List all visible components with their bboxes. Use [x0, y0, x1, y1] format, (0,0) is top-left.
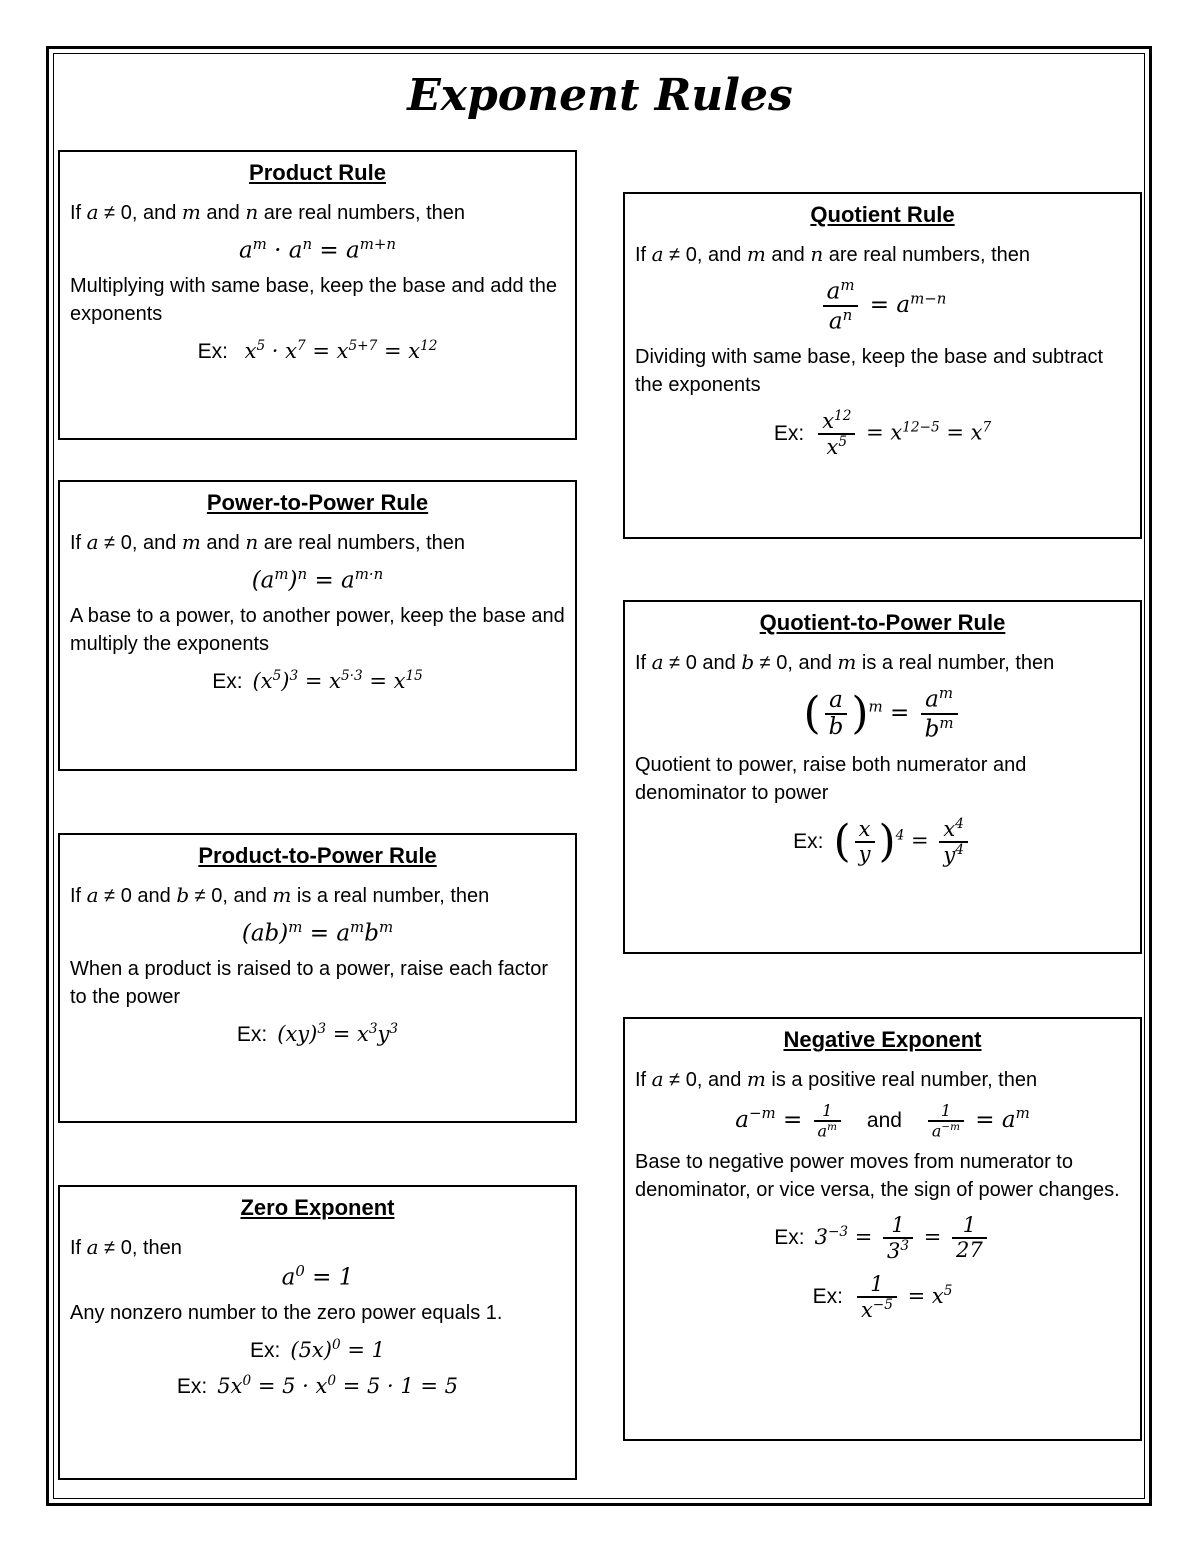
negative-exponent-formula: $a^{-m}$ = $\frac{1}{a^m}$ and $\frac{1}{a^{-m}}$ = $a^m$ [735, 1101, 1030, 1140]
zero-exponent-title: Zero Exponent [240, 1195, 395, 1220]
power-rule-description: A base to a power, to another power, keep the base and multiply the exponents [70, 604, 565, 655]
quotient-rule-formula: $\frac{a^m}{a^n}$ = $a^{m-n}$ [635, 277, 1130, 335]
power-rule-formula: $(a^m)^n = a^{m\cdot n}$ [251, 565, 384, 594]
zero-exponent-example-2: Ex: $5x^0 = 5 \cdot x^0 = 5 \cdot 1 = 5$ [176, 1372, 459, 1398]
zero-exponent-formula: $a^0 = 1$ [281, 1262, 354, 1291]
product-power-rule-condition: If a ≠ 0 and b ≠ 0, and m is a real number, then [70, 883, 490, 907]
zero-exponent-condition: If a ≠ 0, then [70, 1235, 182, 1259]
product-rule-example: Ex: $x^5 \cdot x^7 = x^{5+7} = x^{12}$ [197, 337, 438, 363]
power-rule-condition: If a ≠ 0, and m and n are real numbers, then [70, 530, 465, 554]
quotient-power-rule-condition: If a ≠ 0 and b ≠ 0, and m is a real number, then [635, 650, 1055, 674]
product-power-rule-description: When a product is raised to a power, raise each factor to the power [70, 957, 549, 1008]
product-power-rule-box [58, 833, 577, 1123]
quotient-rule-title: Quotient Rule [810, 202, 955, 227]
negative-exponent-example-1: Ex: $3^{-3}$ = $\frac{1}{3^3}$ = $\frac{1}{27}$ [635, 1214, 1130, 1263]
product-rule-condition: If a ≠ 0, and m and n are real numbers, then [70, 200, 465, 224]
negative-exponent-example-2: Ex: $\frac{1}{x^{-5}}$ = $x^5$ [812, 1271, 953, 1322]
quotient-rule-description: Dividing with same base, keep the base and subtract the exponents [635, 345, 1104, 396]
zero-exponent-description: Any nonzero number to the zero power equals 1. [70, 1301, 503, 1324]
power-rule-box [58, 480, 577, 771]
quotient-rule-condition: If a ≠ 0, and m and n are real numbers, then [635, 242, 1030, 266]
product-power-rule-title: Product-to-Power Rule [198, 843, 437, 868]
product-rule-description: Multiplying with same base, keep the base and add the exponents [70, 274, 557, 325]
quotient-rule-box [623, 192, 1142, 539]
power-rule-example: Ex: $(x^5)^3 = x^{5\cdot 3} = x^{15}$ [212, 667, 423, 693]
product-power-rule-example: Ex: $(xy)^3 = x^3y^3$ [236, 1020, 399, 1046]
negative-exponent-title: Negative Exponent [783, 1027, 982, 1052]
quotient-rule-example: Ex: $\frac{x^{12}}{x^5}$ = $x^{12-5} = x^7$ [773, 407, 992, 459]
quotient-power-rule-title: Quotient-to-Power Rule [759, 610, 1006, 635]
negative-exponent-condition: If a ≠ 0, and m is a positive real number, then [635, 1067, 1038, 1091]
page-title: Exponent Rules [407, 70, 793, 121]
negative-exponent-description: Base to negative power moves from numerator to denominator, or vice versa, the sign of power changes. [635, 1150, 1120, 1201]
power-rule-title: Power-to-Power Rule [206, 490, 429, 515]
product-rule-formula: $a^m \cdot a^n = a^{m+n}$ [238, 235, 397, 264]
and-word: and [866, 1108, 902, 1132]
quotient-power-rule-example: Ex: ( $\frac{x}{y}$ )$^4$ = $\frac{x^4}{y^4}$ [635, 817, 1130, 867]
product-power-rule-formula: $(ab)^m = a^mb^m$ [241, 918, 394, 947]
product-rule-box [58, 150, 577, 440]
zero-exponent-example-1: Ex: $(5x)^0 = 1$ [250, 1336, 385, 1362]
negative-exponent-box [623, 1017, 1142, 1441]
quotient-power-rule-box [623, 600, 1142, 954]
quotient-power-rule-description: Quotient to power, raise both numerator and denominator to power [635, 753, 1027, 804]
zero-exponent-box [58, 1185, 577, 1480]
quotient-power-rule-formula: ( $\frac{a}{b}$ )$^m$ = $\frac{a^m}{b^m}$ [635, 685, 1130, 743]
product-rule-title: Product Rule [249, 160, 386, 185]
